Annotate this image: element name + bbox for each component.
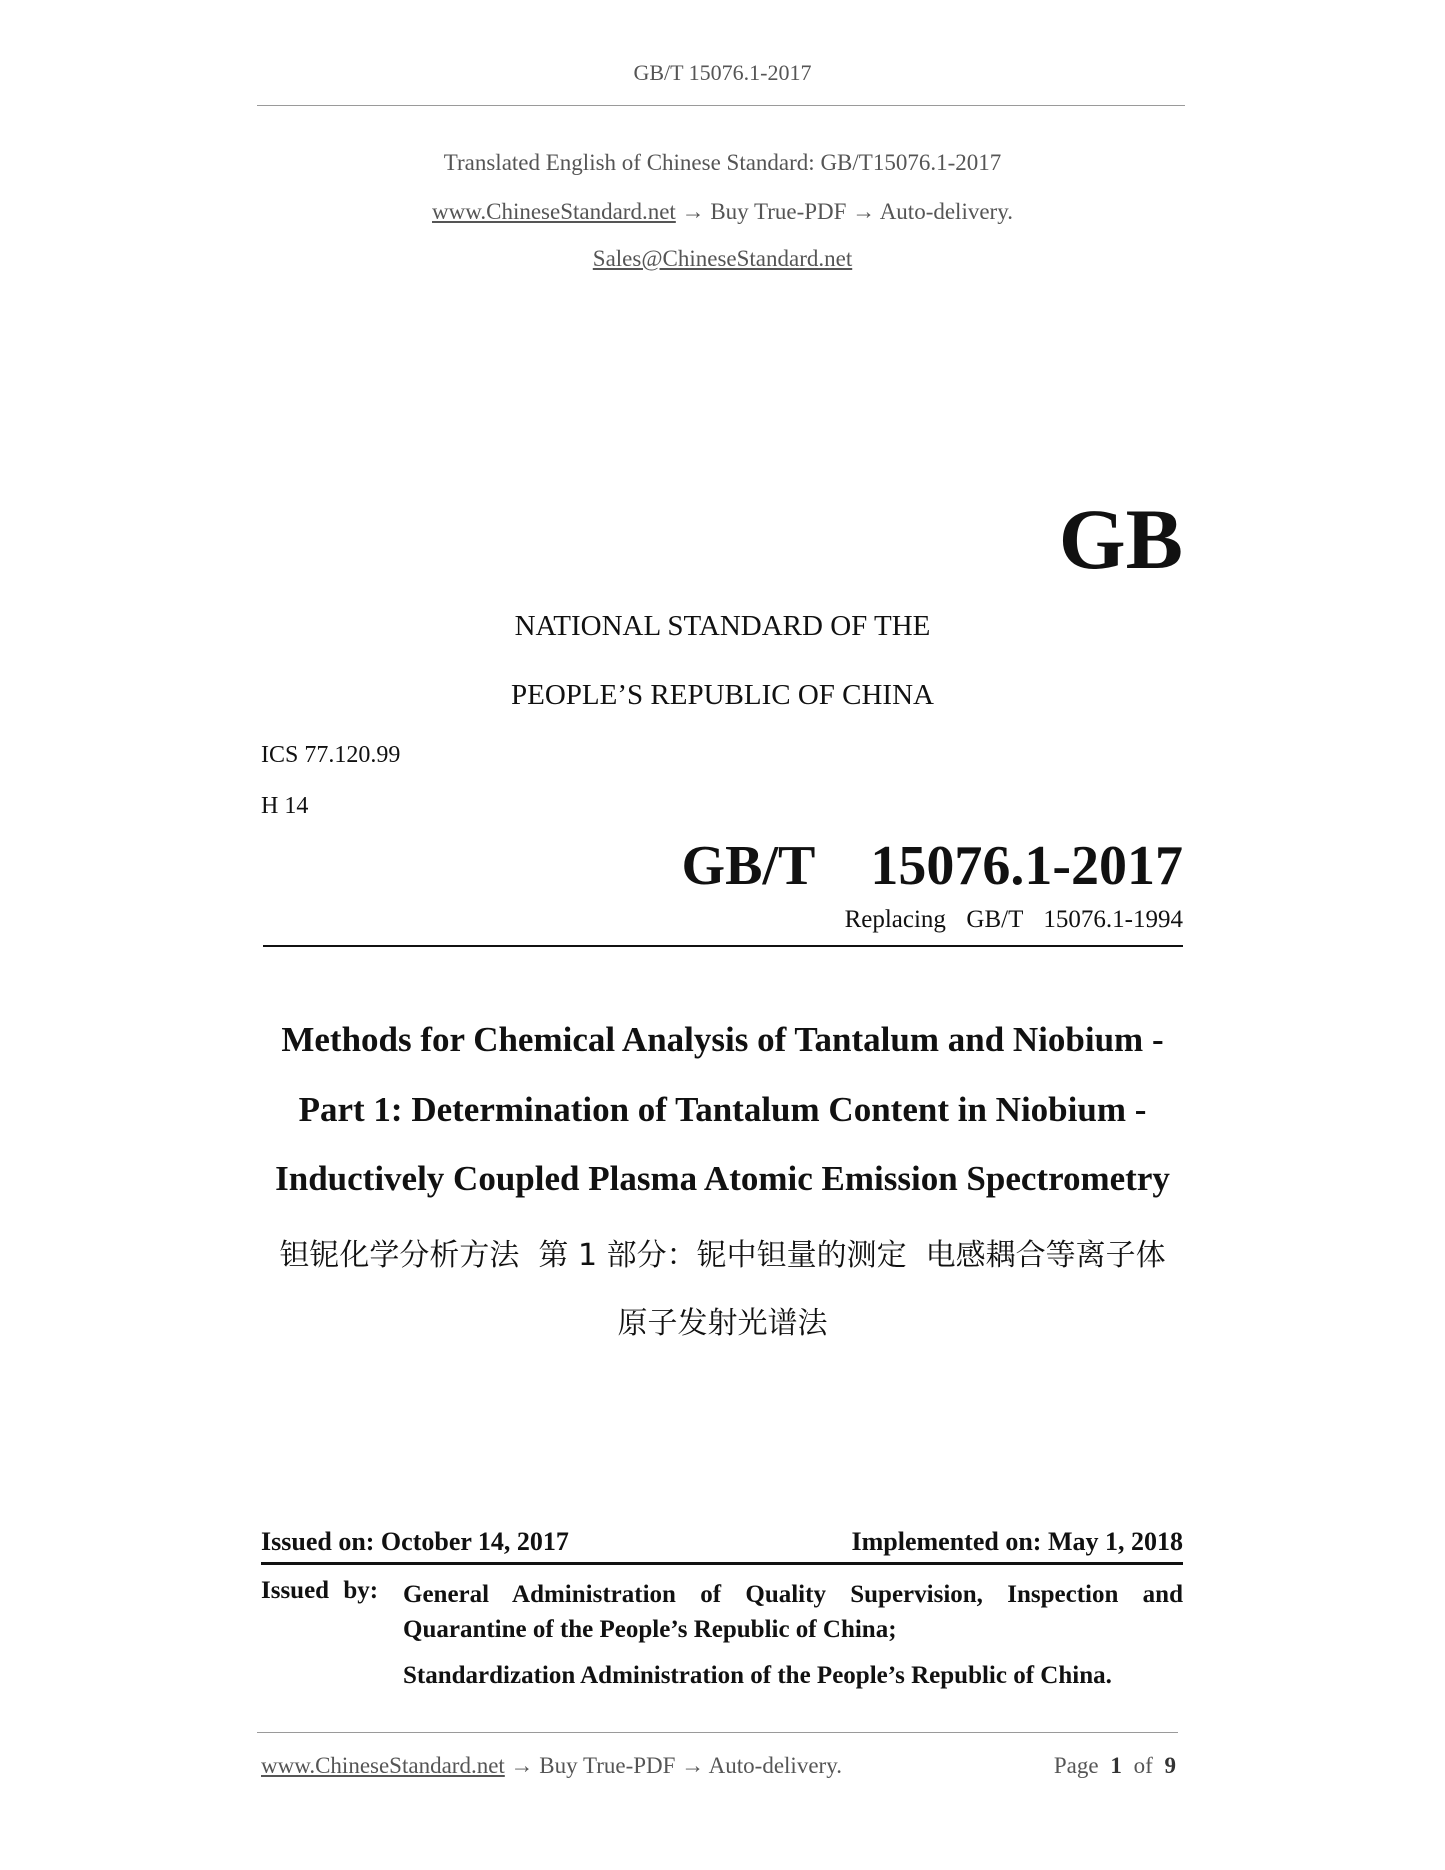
auto-delivery-text: Auto-delivery.	[879, 199, 1013, 224]
running-header: GB/T 15076.1-2017	[633, 60, 812, 85]
number-divider	[263, 945, 1183, 947]
buy-true-pdf-text: Buy True-PDF	[710, 199, 847, 224]
footer-purchase-line	[261, 1753, 842, 1779]
page-total: 9	[1164, 1753, 1176, 1778]
english-title-line-3: Inductively Coupled Plasma Atomic Emission Spectrometry	[275, 1159, 1170, 1198]
promo-translated-line: Translated English of Chinese Standard: GB/T15076.1-2017	[443, 150, 1002, 175]
dates-divider	[261, 1562, 1183, 1565]
footer-divider	[257, 1732, 1178, 1733]
issued-by-authority-2: Standardization Administration of the People’s Republic of China.	[403, 1662, 1112, 1689]
standard-number: GB/T 15076.1-2017	[681, 835, 1183, 897]
ccs-code: H 14	[261, 793, 309, 819]
issued-by-label: Issued by:	[261, 1577, 379, 1604]
national-standard-line-1: NATIONAL STANDARD OF THE	[514, 610, 931, 642]
gb-mark: GB	[1058, 491, 1183, 587]
implemented-on-date: Implemented on: May 1, 2018	[851, 1527, 1183, 1556]
site-link[interactable]: www.ChineseStandard.net	[432, 199, 676, 224]
footer-site-link[interactable]: www.ChineseStandard.net	[261, 1753, 505, 1778]
page-current: 1	[1110, 1753, 1122, 1778]
footer-auto-delivery-text: Auto-delivery.	[708, 1753, 842, 1778]
replacing-note: Replacing GB/T 15076.1-1994	[844, 906, 1183, 933]
header-divider	[257, 105, 1185, 106]
page-indicator	[1054, 1753, 1176, 1779]
english-title-line-1: Methods for Chemical Analysis of Tantalum and Niobium -	[281, 1020, 1164, 1059]
arrow-right-icon: →	[852, 199, 876, 224]
page-label: Page	[1053, 1753, 1099, 1778]
promo-email-line	[0, 246, 1445, 272]
chinese-title-line-1: 钽铌化学分析方法 第 1 部分：铌中钽量的测定 电感耦合等离子体	[279, 1238, 1166, 1273]
footer-buy-true-pdf-text: Buy True-PDF	[539, 1753, 676, 1778]
promo-purchase-line	[0, 199, 1445, 225]
national-standard-line-2: PEOPLE’S REPUBLIC OF CHINA	[511, 679, 934, 711]
english-title-line-2: Part 1: Determination of Tantalum Content in Niobium -	[298, 1090, 1147, 1129]
ics-code: ICS 77.120.99	[261, 742, 401, 768]
sales-email-link[interactable]: Sales@ChineseStandard.net	[592, 246, 853, 271]
arrow-right-icon: →	[681, 1753, 705, 1778]
chinese-title-line-2: 原子发射光谱法	[617, 1306, 828, 1341]
issued-on-date: Issued on: October 14, 2017	[261, 1527, 569, 1556]
arrow-right-icon: →	[510, 1753, 534, 1778]
page-of-label: of	[1133, 1753, 1153, 1778]
issued-by-authority-1: General Administration of Quality Supervision, Inspection and Quarantine of the People’s Republic of China;	[403, 1581, 1183, 1643]
arrow-right-icon: →	[681, 199, 705, 224]
